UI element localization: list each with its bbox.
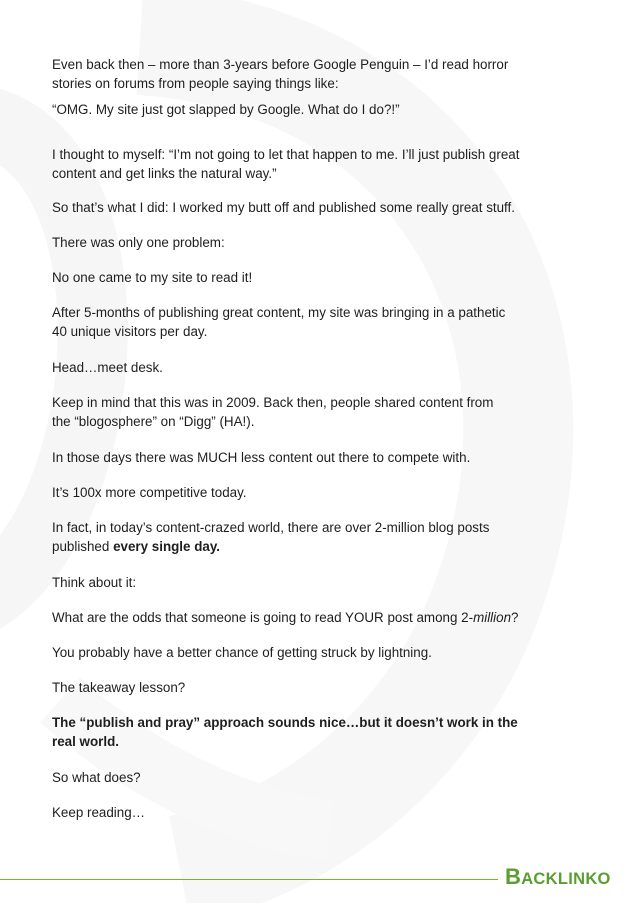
paragraph: So that’s what I did: I worked my butt off and published some really great stuff.	[52, 200, 515, 215]
logo-text: ACKLINKO	[521, 870, 611, 888]
backlinko-logo	[505, 864, 611, 890]
paragraph: Keep reading…	[52, 805, 146, 820]
paragraph-text: In fact, in today’s content-crazed world, there are over 2-million blog posts published	[52, 520, 490, 554]
paragraph: The takeaway lesson?	[52, 680, 186, 695]
italic-text: million	[473, 610, 512, 625]
paragraph-text: What are the odds that someone is going to read YOUR post among 2-	[52, 610, 474, 625]
paragraph: After 5-months of publishing great content, my site was bringing in a pathetic 40 unique visitors per day.	[52, 305, 506, 339]
paragraph: So what does?	[52, 770, 141, 785]
paragraph	[52, 609, 518, 628]
paragraph: In those days there was MUCH less content out there to compete with.	[52, 450, 471, 465]
paragraph: Think about it:	[52, 575, 137, 590]
paragraph: No one came to my site to read it!	[52, 270, 253, 285]
takeaway-paragraph: The “publish and pray” approach sounds nice…but it doesn’t work in the real world.	[52, 715, 518, 749]
footer-divider	[0, 879, 498, 880]
paragraph: “OMG. My site just got slapped by Google. What do I do?!”	[52, 102, 400, 117]
paragraph: There was only one problem:	[52, 235, 225, 250]
paragraph: Keep in mind that this was in 2009. Back then, people shared content from the “blogosphere” on “Digg” (HA!).	[52, 395, 494, 429]
emphasis-text: every single day.	[113, 538, 220, 554]
paragraph: Head…meet desk.	[52, 360, 163, 375]
paragraph: Even back then – more than 3-years before Google Penguin – I’d read horror stories on forums from people saying things like:	[52, 57, 509, 91]
paragraph: You probably have a better chance of getting struck by lightning.	[52, 645, 432, 660]
logo-initial: B	[505, 864, 522, 889]
paragraph: It’s 100x more competitive today.	[52, 485, 247, 500]
paragraph	[52, 519, 489, 556]
paragraph-text: ?	[511, 610, 519, 625]
paragraph: I thought to myself: “I’m not going to let that happen to me. I’ll just publish great content and get links the natural way.”	[52, 147, 520, 181]
